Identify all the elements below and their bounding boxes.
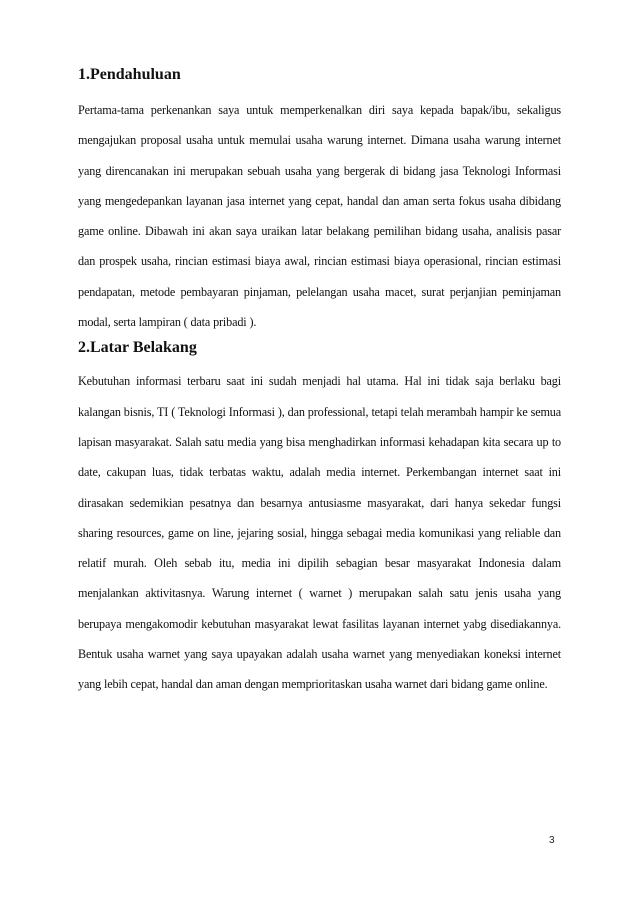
- section-paragraph-latar-belakang: Kebutuhan informasi terbaru saat ini sudah menjadi hal utama. Hal ini tidak saja berlaku bagi kalangan bisnis, TI ( Teknologi Informasi ), dan professional, tetapi telah merambah hampir ke semua lapisan masyarakat. Salah satu media yang bisa menghadirkan informasi kehadapan kita secara up to date, cakupan luas, tidak terbatas waktu, adalah media internet. Perkembangan internet saat ini dirasakan sedemikian pesatnya dan besarnya antusiasme masyarakat, dari hanya sekedar fungsi sharing resources, game on line, jejaring sosial, hingga sebagai media komunikasi yang reliable dan relatif murah. Oleh sebab itu, media ini dipilih sebagian besar masyarakat Indonesia dalam menjalankan aktivitasnya. Warung internet ( warnet ) merupakan salah satu jenis usaha yang berupaya mengakomodir kebutuhan masyarakat lewat fasilitas layanan internet yabg disediakannya. Bentuk usaha warnet yang saya upayakan adalah usaha warnet yang menyediakan koneksi internet yang lebih cepat, handal dan aman dengan memprioritaskan usaha warnet dari bidang game online.: [78, 374, 561, 692]
- page-number: 3: [549, 835, 555, 846]
- section-heading-pendahuluan: 1.Pendahuluan: [78, 66, 181, 83]
- page-content: [78, 64, 561, 700]
- section-heading-latar-belakang: 2.Latar Belakang: [78, 339, 197, 357]
- section-paragraph-pendahuluan: Pertama-tama perkenankan saya untuk memperkenalkan diri saya kepada bapak/ibu, sekaligus mengajukan proposal usaha untuk memulai usaha warung internet. Dimana usaha warung internet yang direncanakan ini merupakan sebuah usaha yang bergerak di bidang jasa Teknologi Informasi yang mengedepankan layanan jasa internet yang cepat, handal dan aman serta fokus usaha dibidang game online. Dibawah ini akan saya uraikan latar belakang pemilihan bidang usaha, analisis pasar dan prospek usaha, rincian estimasi biaya awal, rincian estimasi biaya operasional, rincian estimasi pendapatan, metode pembayaran pinjaman, pelelangan usaha macet, surat perjanjian peminjaman modal, serta lampiran ( data pribadi ).: [78, 103, 561, 330]
